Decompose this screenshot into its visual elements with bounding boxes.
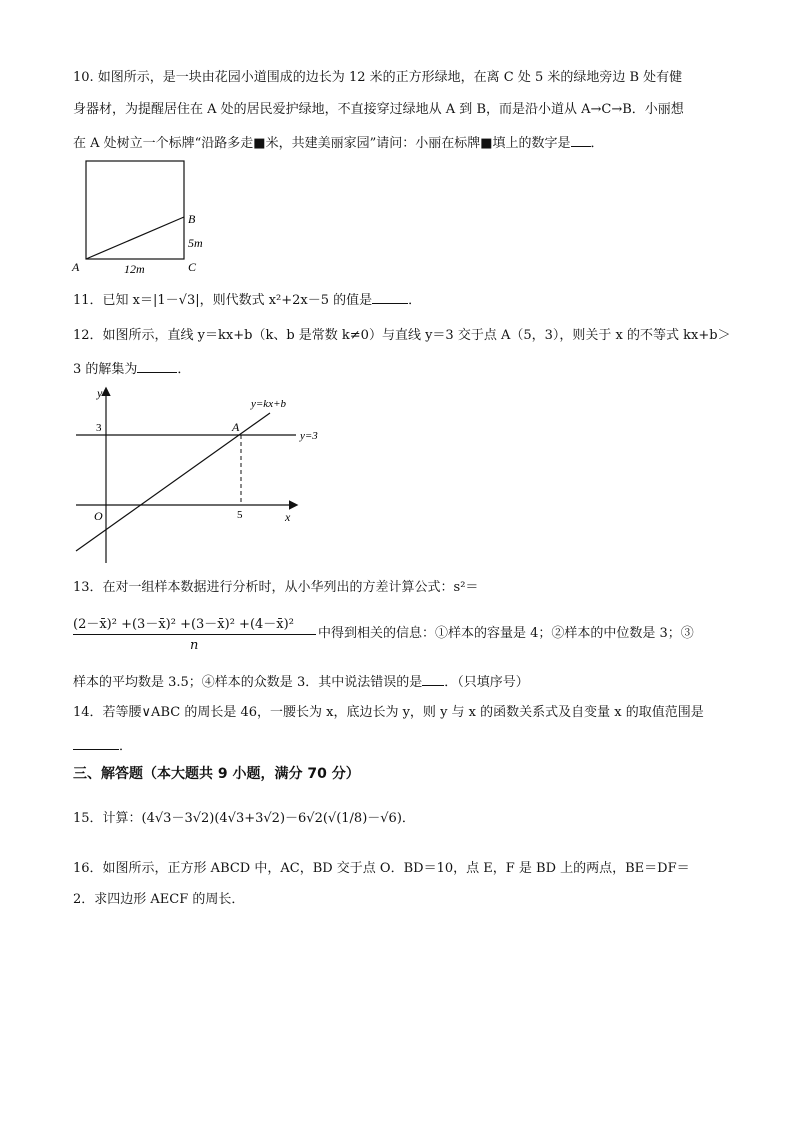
q13-answer-blank[interactable] (422, 671, 444, 686)
q10-end: ． (590, 136, 604, 151)
q12-point-a: A (232, 420, 240, 434)
q12-origin-label: O (94, 509, 103, 523)
q13-fraction-denominator: n (190, 638, 199, 653)
q12-label-kxb: y=kx+b (251, 398, 286, 410)
q13-fraction-numerator: (2－x̄)² +(3－x̄)² +(3－x̄)² +(4－x̄)² (73, 617, 294, 632)
q10-path-ab (86, 217, 184, 259)
q12-tick-3: 3 (96, 422, 102, 434)
q15-line: 15．计算：(4√3－3√2)(4√3+3√2)－6√2(√(1/8)－√6)． (73, 811, 415, 826)
q10-label-b: B (188, 212, 196, 226)
q12-tick-5: 5 (237, 509, 243, 521)
q12-line-1: 12．如图所示，直线 y＝kx+b（k、b 是常数 k≠0）与直线 y＝3 交于点 A（5，3），则关于 x 的不等式 kx+b＞ (73, 328, 731, 343)
q11-text: 11．已知 x＝|1－√3|，则代数式 x²+2x－5 的值是 (73, 293, 373, 308)
section-heading: 三、解答题（本大题共 9 小题，满分 70 分） (73, 766, 360, 782)
q10-line-3-text: 在 A 处树立一个标牌“沿路多走■米，共建美丽家园”请问：小丽在标牌■填上的数字是 (73, 136, 571, 151)
q10-label-bc: 5m (188, 236, 203, 250)
q14-end: ． (119, 739, 133, 754)
q12-figure (68, 383, 338, 568)
q10-square (86, 161, 184, 259)
q10-label-ac: 12m (124, 262, 145, 276)
q13-line-3-text: 样本的平均数是 3.5；④样本的众数是 3．其中说法错误的是 (73, 675, 423, 690)
q13-after-fraction: 中得到相关的信息：①样本的容量是 4；②样本的中位数是 3；③ (318, 626, 694, 641)
q10-line-2: 身器材，为提醒居住在 A 处的居民爱护绿地，不直接穿过绿地从 A 到 B，而是沿小道从 A→C→B．小丽想 (73, 102, 684, 117)
q12-y-label: y (97, 386, 103, 400)
q10-answer-blank[interactable] (571, 132, 591, 147)
q10-label-c: C (188, 260, 197, 274)
q10-line-1: 10. 如图所示，是一块由花园小道围成的边长为 12 米的正方形绿地，在离 C 处 5 米的绿地旁边 B 处有健 (73, 70, 683, 85)
q12-end: ． (177, 362, 191, 377)
q12-label-y3: y=3 (300, 430, 318, 442)
q10-figure (70, 155, 220, 280)
q13-fraction-bar (73, 634, 316, 635)
q14-answer-blank[interactable] (73, 735, 119, 750)
q12-line-kxb (76, 413, 270, 551)
q13-line-3 (73, 671, 529, 693)
q13-line-1: 13．在对一组样本数据进行分析时，从小华列出的方差计算公式：s²＝ (73, 580, 479, 595)
q16-line-2: 2．求四边形 AECF 的周长． (73, 892, 245, 907)
q12-answer-blank[interactable] (137, 358, 177, 373)
q14-line-1: 14．若等腰∨ABC 的周长是 46，一腰长为 x，底边长为 y，则 y 与 x 的函数关系式及自变量 x 的取值范围是 (73, 705, 704, 720)
q12-line-2-text: 3 的解集为 (73, 362, 138, 377)
q10-line-3 (73, 132, 604, 154)
q12-line-2 (73, 358, 190, 380)
q11-line (73, 289, 421, 311)
q11-end: ． (408, 293, 422, 308)
q12-x-label: x (285, 510, 291, 524)
q10-label-a: A (72, 260, 80, 274)
q16-line-1: 16．如图所示，正方形 ABCD 中，AC，BD 交于点 O．BD＝10，点 E，F 是 BD 上的两点，BE＝DF＝ (73, 861, 690, 876)
q11-answer-blank[interactable] (372, 289, 408, 304)
q13-end: ．（只填序号） (444, 675, 529, 690)
q14-line-2 (73, 735, 132, 757)
